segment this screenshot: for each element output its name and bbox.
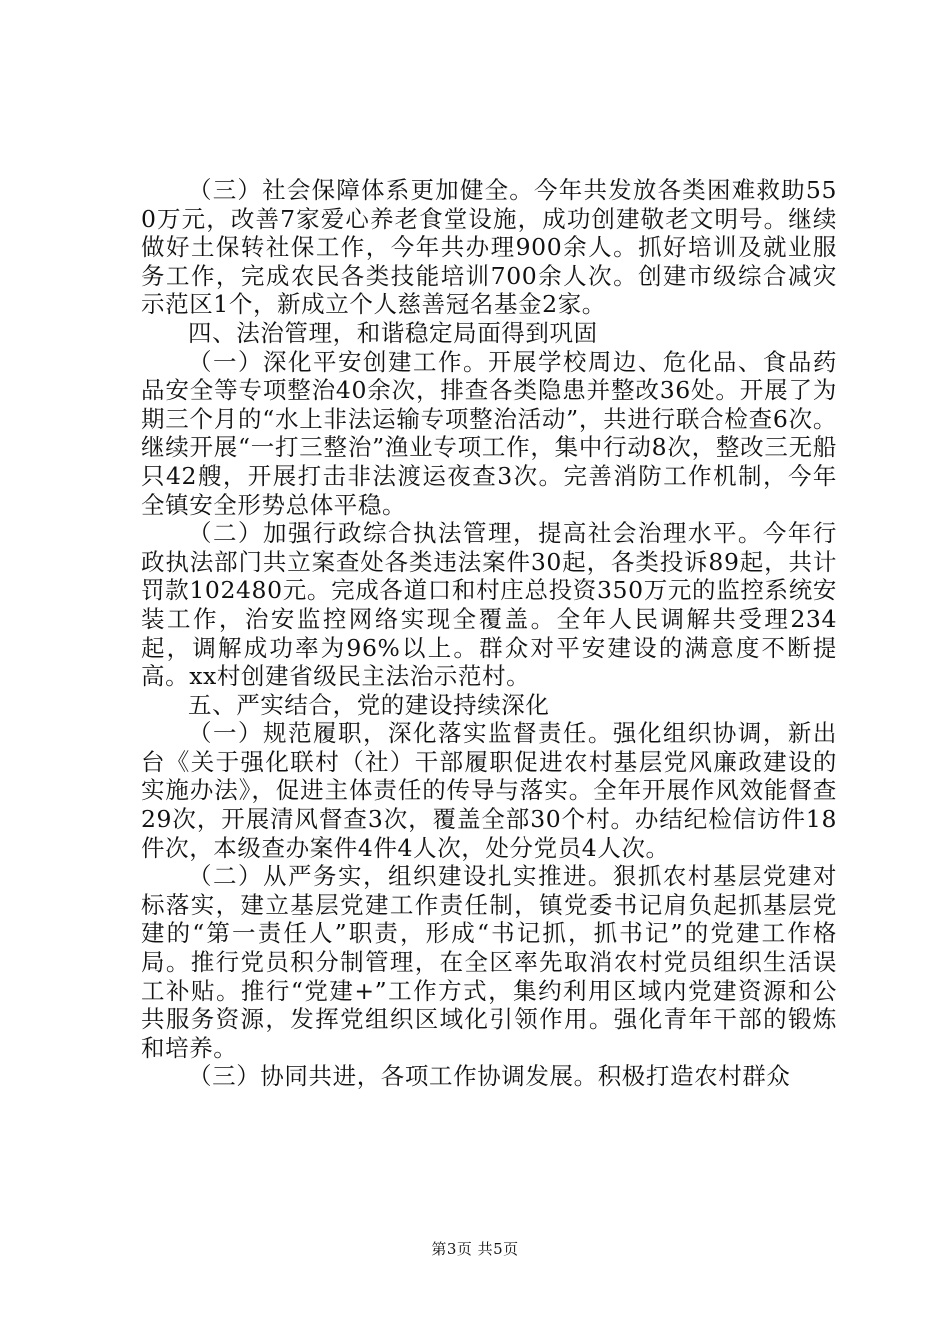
section-heading-rule-of-law: 四、法治管理，和谐稳定局面得到巩固 (188, 318, 598, 347)
paragraph-safety-creation: （一）深化平安创建工作。开展学校周边、危化品、食品药品安全等专项整治40余次，排查各类隐患并整改36处。开展了为期三个月的“水上非法运输专项整治活动”，共进行联合检查6次。继续开展“一打三整治”渔业专项工作，集中行动8次，整改三无船只42艘，开展打击非法渡运夜查3次。完善消防工作机制，今年全镇安全形势总体平稳。 (141, 347, 837, 519)
section-heading-party-building: 五、严实结合，党的建设持续深化 (188, 690, 550, 719)
document-body (141, 176, 837, 1091)
paragraph-law-enforcement: （二）加强行政综合执法管理，提高社会治理水平。今年行政执法部门共立案查处各类违法案件30起，各类投诉89起，共计罚款102480元。完成各道口和村庄总投资350万元的监控系统安装工作，治安监控网络实现全覆盖。全年人民调解共受理234起，调解成功率为96%以上。群众对平安建设的满意度不断提高。xx村创建省级民主法治示范村。 (141, 519, 837, 691)
page-number-footer: 第3页 共5页 (431, 1240, 519, 1258)
paragraph-supervision: （一）规范履职，深化落实监督责任。强化组织协调，新出台《关于强化联村（社）干部履职促进农村基层党风廉政建设的实施办法》，促进主体责任的传导与落实。全年开展作风效能督查29次，开展清风督查3次，覆盖全部30个村。办结纪检信访件18件次，本级查办案件4件4人次，处分党员4人次。 (141, 719, 837, 862)
paragraph-social-security: （三）社会保障体系更加健全。今年共发放各类困难救助550万元，改善7家爱心养老食堂设施，成功创建敬老文明号。继续做好土保转社保工作，今年共办理900余人。抓好培训及就业服务工作，完成农民各类技能培训700余人次。创建市级综合减灾示范区1个，新成立个人慈善冠名基金2家。 (141, 176, 837, 319)
paragraph-coordination: （三）协同共进，各项工作协调发展。积极打造农村群众 (188, 1062, 791, 1091)
paragraph-organization: （二）从严务实，组织建设扎实推进。狠抓农村基层党建对标落实，建立基层党建工作责任制，镇党委书记肩负起抓基层党建的“第一责任人”职责，形成“书记抓，抓书记”的党建工作格局。推行党员积分制管理，在全区率先取消农村党员组织生活误工补贴。推行“党建+”工作方式，集约利用区域内党建资源和公共服务资源，发挥党组织区域化引领作用。强化青年干部的锻炼和培养。 (141, 862, 837, 1062)
